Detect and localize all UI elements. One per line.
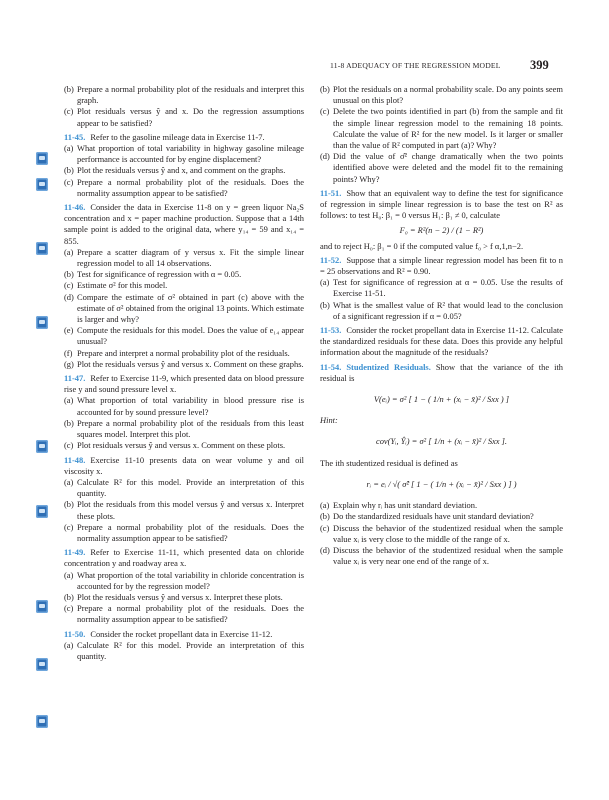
video-icon[interactable] [36,152,48,165]
exercise-11-54: 11-54. Studentized Residuals. Show that the variance of the ith residual is [320,361,564,383]
video-icon[interactable] [36,440,48,453]
list-item: (c) Prepare a normal probability plot of the residuals. Does the normality assumption appear to be satisfied? [64,176,304,198]
equation-f0: F₀ = R²(n − 2) / (1 − R²) [399,225,484,236]
list-item: (a) Test for significance of regression at α = 0.05. Use the results of Exercise 11-51. [320,277,563,299]
list-item: (g) Plot the residuals versus ŷ and versus x. Comment on these graphs. [64,358,304,369]
list-item: (c) Prepare a normal probability plot of the residuals. Does the normality assumption appear to be satisfied? [64,603,304,625]
exercise-11-46: 11-46. Consider the data in Exercise 11-8 on y = green liquor Na₂S concentration and x = paper machine production. Suppose that a 14th sample point is added to the original data, where y₁₄ = 59 and x₁₄ = 855. [64,202,304,246]
video-icon[interactable] [36,600,48,613]
list-item: (d) Did the value of σ̂² change dramatically when the two points identified above were deleted and the model fit to the remaining points? Why? [320,151,563,184]
video-icon[interactable] [36,505,48,518]
page-number: 399 [530,58,549,72]
list-item: (c) Discuss the behavior of the studentized residual when the sample value xᵢ is very close to the middle of the range of x. [320,522,563,544]
equation-covariance: cov(Yᵢ, Ŷᵢ) = σ² [ 1/n + (xᵢ − x̄)² / Sxx ]. [375,436,508,447]
list-item: (b) Prepare a normal probability plot of the residuals and interpret this graph. [64,84,304,106]
list-item: (a) What proportion of total variability in blood pressure rise is accounted for by sound pressure level? [64,395,304,417]
exercise-11-53: 11-53. Consider the rocket propellant data in Exercise 11-12. Calculate the standardized residuals for these data. Does this provide any helpful information about the magnitude of the residuals? [320,325,563,358]
list-item: (b) Do the standardized residuals have unit standard deviation? [320,511,534,522]
list-item: (a) Explain why rᵢ has unit standard deviation. [320,500,478,511]
running-header [0,58,609,74]
exercise-11-47: 11-47. Refer to Exercise 11-9, which presented data on blood pressure rise y and sound pressure level x. [64,373,304,395]
list-item: (a) Calculate R² for this model. Provide an interpretation of this quantity. [64,639,304,661]
exercise-11-45: 11-45. Refer to the gasoline mileage data in Exercise 11-7. [64,131,265,142]
exercise-11-49: 11-49. Refer to Exercise 11-11, which presented data on chloride concentration y and roadway area x. [64,547,304,569]
list-item: (e) Compute the residuals for this model. Does the value of e₁₄ appear unusual? [64,325,304,347]
list-item: (a) Prepare a scatter diagram of y versus x. Fit the simple linear regression model to all 14 observations. [64,246,304,269]
equation-variance: V(eᵢ) = σ² [ 1 − ( 1/n + (xᵢ − x̄)² / Sxx ) ] [373,394,510,405]
list-item: (a) What proportion of total variability in highway gasoline mileage performance is accounted for by engine displacement? [64,143,304,165]
list-item: (b) Test for significance of regression with α = 0.05. [64,269,242,280]
exercise-11-51: 11-51. Show that an equivalent way to define the test for significance of regression in simple linear regression is to base the test on R² as follows: to test H₀: β₁ = 0 versus H₁: β₁ ≠ 0, calculate [320,187,563,221]
list-item: (a) What proportion of the total variability in chloride concentration is accounted for by the regression model? [64,569,304,591]
section-title: 11-8 ADEQUACY OF THE REGRESSION MODEL [330,61,501,70]
list-item: (c) Delete the two points identified in part (b) from the sample and fit the simple linear regression model to the remaining 18 points. Calculate the value of R² for the new model. Is it larger or smaller than the value of R² computed in part (a)? Why? [320,106,563,151]
exercise-title: Studentized Residuals. [346,361,431,372]
exercise-11-52: 11-52. Suppose that a simple linear regression model has been fit to n = 25 observations and R² = 0.90. [320,254,563,277]
video-icon[interactable] [36,316,48,329]
hint-label: Hint: [320,415,338,426]
exercise-11-50: 11-50. Consider the rocket propellant data in Exercise 11-12. [64,628,273,639]
list-item: (b) Plot the residuals from this model versus ŷ and versus x. Interpret these plots. [64,499,304,521]
list-item: (d) Compare the estimate of σ² obtained in part (c) above with the estimate of σ² obtained from the original 13 points. Which estimate is larger and why? [64,291,304,325]
video-icon[interactable] [36,715,48,728]
video-icon[interactable] [36,658,48,671]
exercise-11-48: 11-48. Exercise 11-10 presents data on wear volume y and oil viscosity x. [64,454,304,476]
list-item: (b) Plot the residuals on a normal probability scale. Do any points seem unusual on this plot? [320,84,563,106]
list-item: (c) Prepare a normal probability plot of the residuals. Does the normality assumption appear to be satisfied? [64,521,304,543]
paragraph: and to reject H₀: β₁ = 0 if the computed value f₀ > f α,1,n−2. [320,240,524,251]
video-icon[interactable] [36,242,48,255]
video-icon[interactable] [36,178,48,191]
list-item: (c) Plot residuals versus ŷ and versus x. Comment on these plots. [64,440,286,451]
paragraph: The ith studentized residual is defined as [320,457,458,468]
list-item: (c) Plot residuals versus ŷ and x. Do the regression assumptions appear to be satisfied? [64,106,304,128]
list-item: (c) Estimate σ² for this model. [64,280,168,291]
list-item: (a) Calculate R² for this model. Provide an interpretation of this quantity. [64,476,304,499]
right-column [320,84,563,567]
list-item: (f) Prepare and interpret a normal probability plot of the residuals. [64,347,290,358]
left-column [64,84,304,662]
list-item: (b) Prepare a normal probability plot of the residuals from this least squares model. Interpret this plot. [64,417,304,440]
equation-studentized: rᵢ = eᵢ / √( σ̂² [ 1 − ( 1/n + (xᵢ − x̄)² / Sxx ) ] ) [366,478,517,489]
list-item: (b) Plot the residuals versus ŷ and x, and comment on the graphs. [64,165,286,176]
list-item: (d) Discuss the behavior of the studentized residual when the sample value xᵢ is very near one end of the range of x. [320,544,563,567]
list-item: (b) Plot the residuals versus ŷ and versus x. Interpret these plots. [64,591,283,602]
list-item: (b) What is the smallest value of R² that would lead to the conclusion of a significant regression if α = 0.05? [320,299,563,321]
